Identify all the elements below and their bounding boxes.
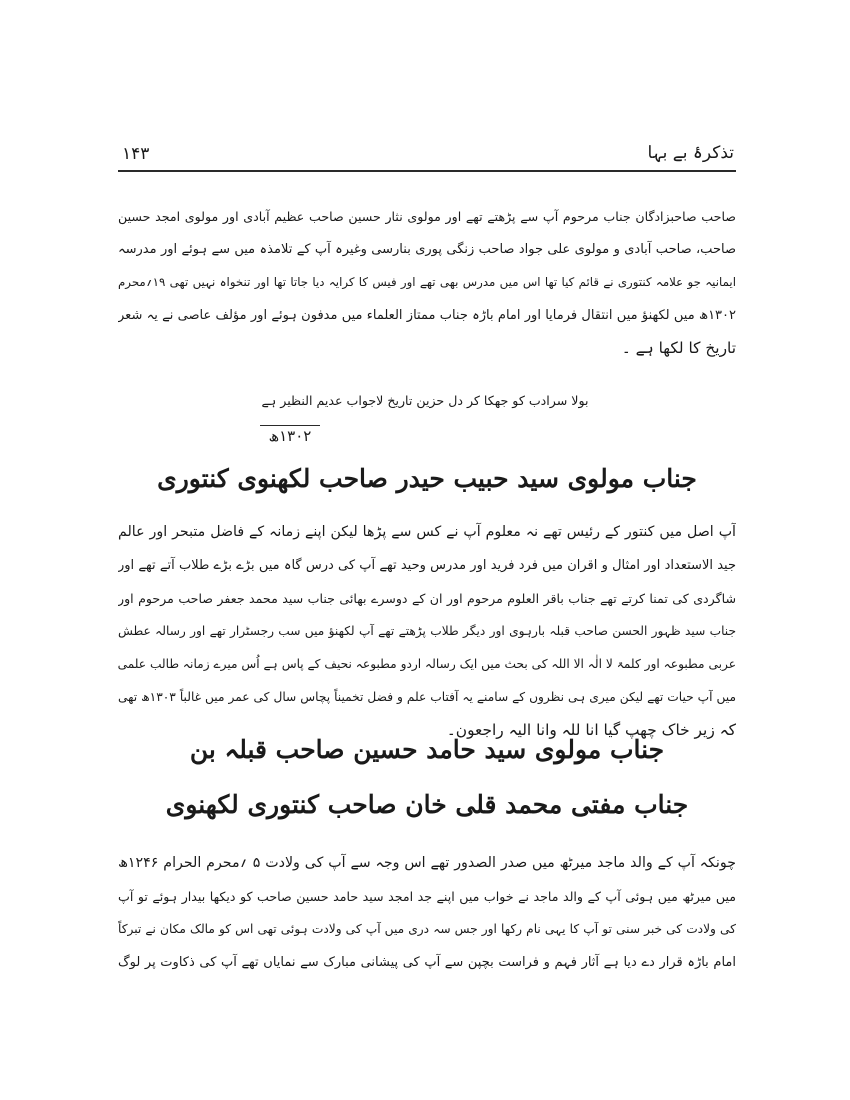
- section-heading-habib-haidar: جناب مولوی سید حبیب حیدر صاحب لکھنوی کنتوری: [157, 464, 697, 493]
- section-heading-hamid-husain-father: جناب مفتی محمد قلی خان صاحب کنتوری لکھنوی: [165, 790, 689, 819]
- paragraph-line: صاحب، صاحب آبادی و مولوی علی جواد صاحب زنگی پوری بنارسی وغیرہ آپ کے تلامذہ میں سے ہوئے اور مدرسہ: [118, 242, 736, 257]
- page-header: [118, 140, 736, 172]
- paragraph-line: کی ولادت کی خبر سنی تو آپ کا یہی نام رکھا اور جس سہ دری میں آپ کی ولادت ہوئی تھی اس کو مالک مکان نے تبرکاً: [118, 922, 736, 936]
- paragraph-line: ۱۳۰۲ھ میں لکھنؤ میں انتقال فرمایا اور امام باڑہ جناب ممتاز العلماء میں مدفون ہوئے اور مؤلف عاصی نے یہ شعر: [118, 308, 736, 323]
- paragraph-line: عربی مطبوعہ اور کلمۃ لا الٰہ الا اللہ کی بحث میں ایک رسالہ اردو مطبوعہ نحیف کے پاس ہے اُس میرے زمانہ طالب علمی: [118, 657, 736, 671]
- paragraph-line: امام باڑہ قرار دے دیا ہے آثار فہم و فراست بچپن سے آپ کی پیشانی مبارک سے نمایاں تھے آپ کی ذکاوت پر لوگ: [118, 955, 736, 970]
- chronogram-verse: بولا سرادب کو جھکا کر دل حزین تاریخ لاجواب عدیم النظیر ہے: [261, 393, 589, 408]
- paragraph-line: چونکہ آپ کے والد ماجد میرٹھ میں صدر الصدور تھے اس وجہ سے آپ کی ولادت ۵ ؍محرم الحرام ۱۲۴۶ھ: [118, 855, 736, 871]
- paragraph-continued: [118, 200, 736, 365]
- paragraph-line: ایمانیہ جو علامہ کنتوری نے قائم کیا تھا اس میں مدرس بھی تھے اور فیس کا کرایہ دیا جاتا تھا اور تنخواہ نہیں تھی ۱۹؍محرم: [118, 275, 736, 289]
- paragraph-line: شاگردی کی تمنا کرتے تھے جناب باقر العلوم مرحوم اور ان کے دوسرے بھائی جناب سید محمد جعفر صاحب مرحوم اور: [118, 591, 736, 606]
- paragraph-line: میں میرٹھ میں ہوئی آپ کے والد ماجد نے خواب میں اپنے جد امجد سید حامد حسین صاحب کو دیکھا بیدار ہوئے تو آپ: [118, 889, 736, 904]
- chronogram-date: ۱۳۰۲ھ: [260, 425, 320, 445]
- paragraph-habib-haidar: [118, 516, 736, 747]
- page-number: ۱۴۳: [122, 144, 150, 164]
- paragraph-line: جید الاستعداد اور امثال و اقران میں فرد فرید اور مدرس وحید تھے آپ کی درس گاہ میں بڑے بڑے طلاب آتے تھے اور: [118, 558, 736, 573]
- paragraph-hamid-husain: [118, 847, 736, 979]
- running-book-title: تذکرۂ بے بہا: [647, 143, 734, 163]
- paragraph-line: تاریخ کا لکھا ہے ۔: [621, 339, 736, 357]
- paragraph-line: آپ اصل میں کنتور کے رئیس تھے نہ معلوم آپ نے کس سے پڑھا لیکن اپنے زمانہ کے فاضل متبحر اور عالم: [118, 524, 736, 540]
- section-heading-hamid-husain: جناب مولوی سید حامد حسین صاحب قبلہ بن: [189, 735, 665, 764]
- paragraph-line: جناب سید ظہور الحسن صاحب قبلہ بارہوی اور دیگر طلاب پڑھتے تھے آپ لکھنؤ میں سب رجسٹرار تھے اور رسالہ عطش: [118, 624, 736, 638]
- paragraph-line: میں آپ حیات تھے لیکن میری ہی نظروں کے سامنے یہ آفتاب علم و فضل تخمیناً پچاس سال کی عمر میں غالباً ۱۳۰۳ھ تھی: [118, 690, 736, 704]
- paragraph-line: کہ زیر خاک چھپ گیا انا للہ وانا الیہ راجعون۔: [446, 721, 736, 739]
- paragraph-line: صاحب صاحبزادگان جناب مرحوم آپ سے پڑھتے تھے اور مولوی نثار حسین صاحب عظیم آبادی اور مولوی امجد حسین: [118, 209, 736, 224]
